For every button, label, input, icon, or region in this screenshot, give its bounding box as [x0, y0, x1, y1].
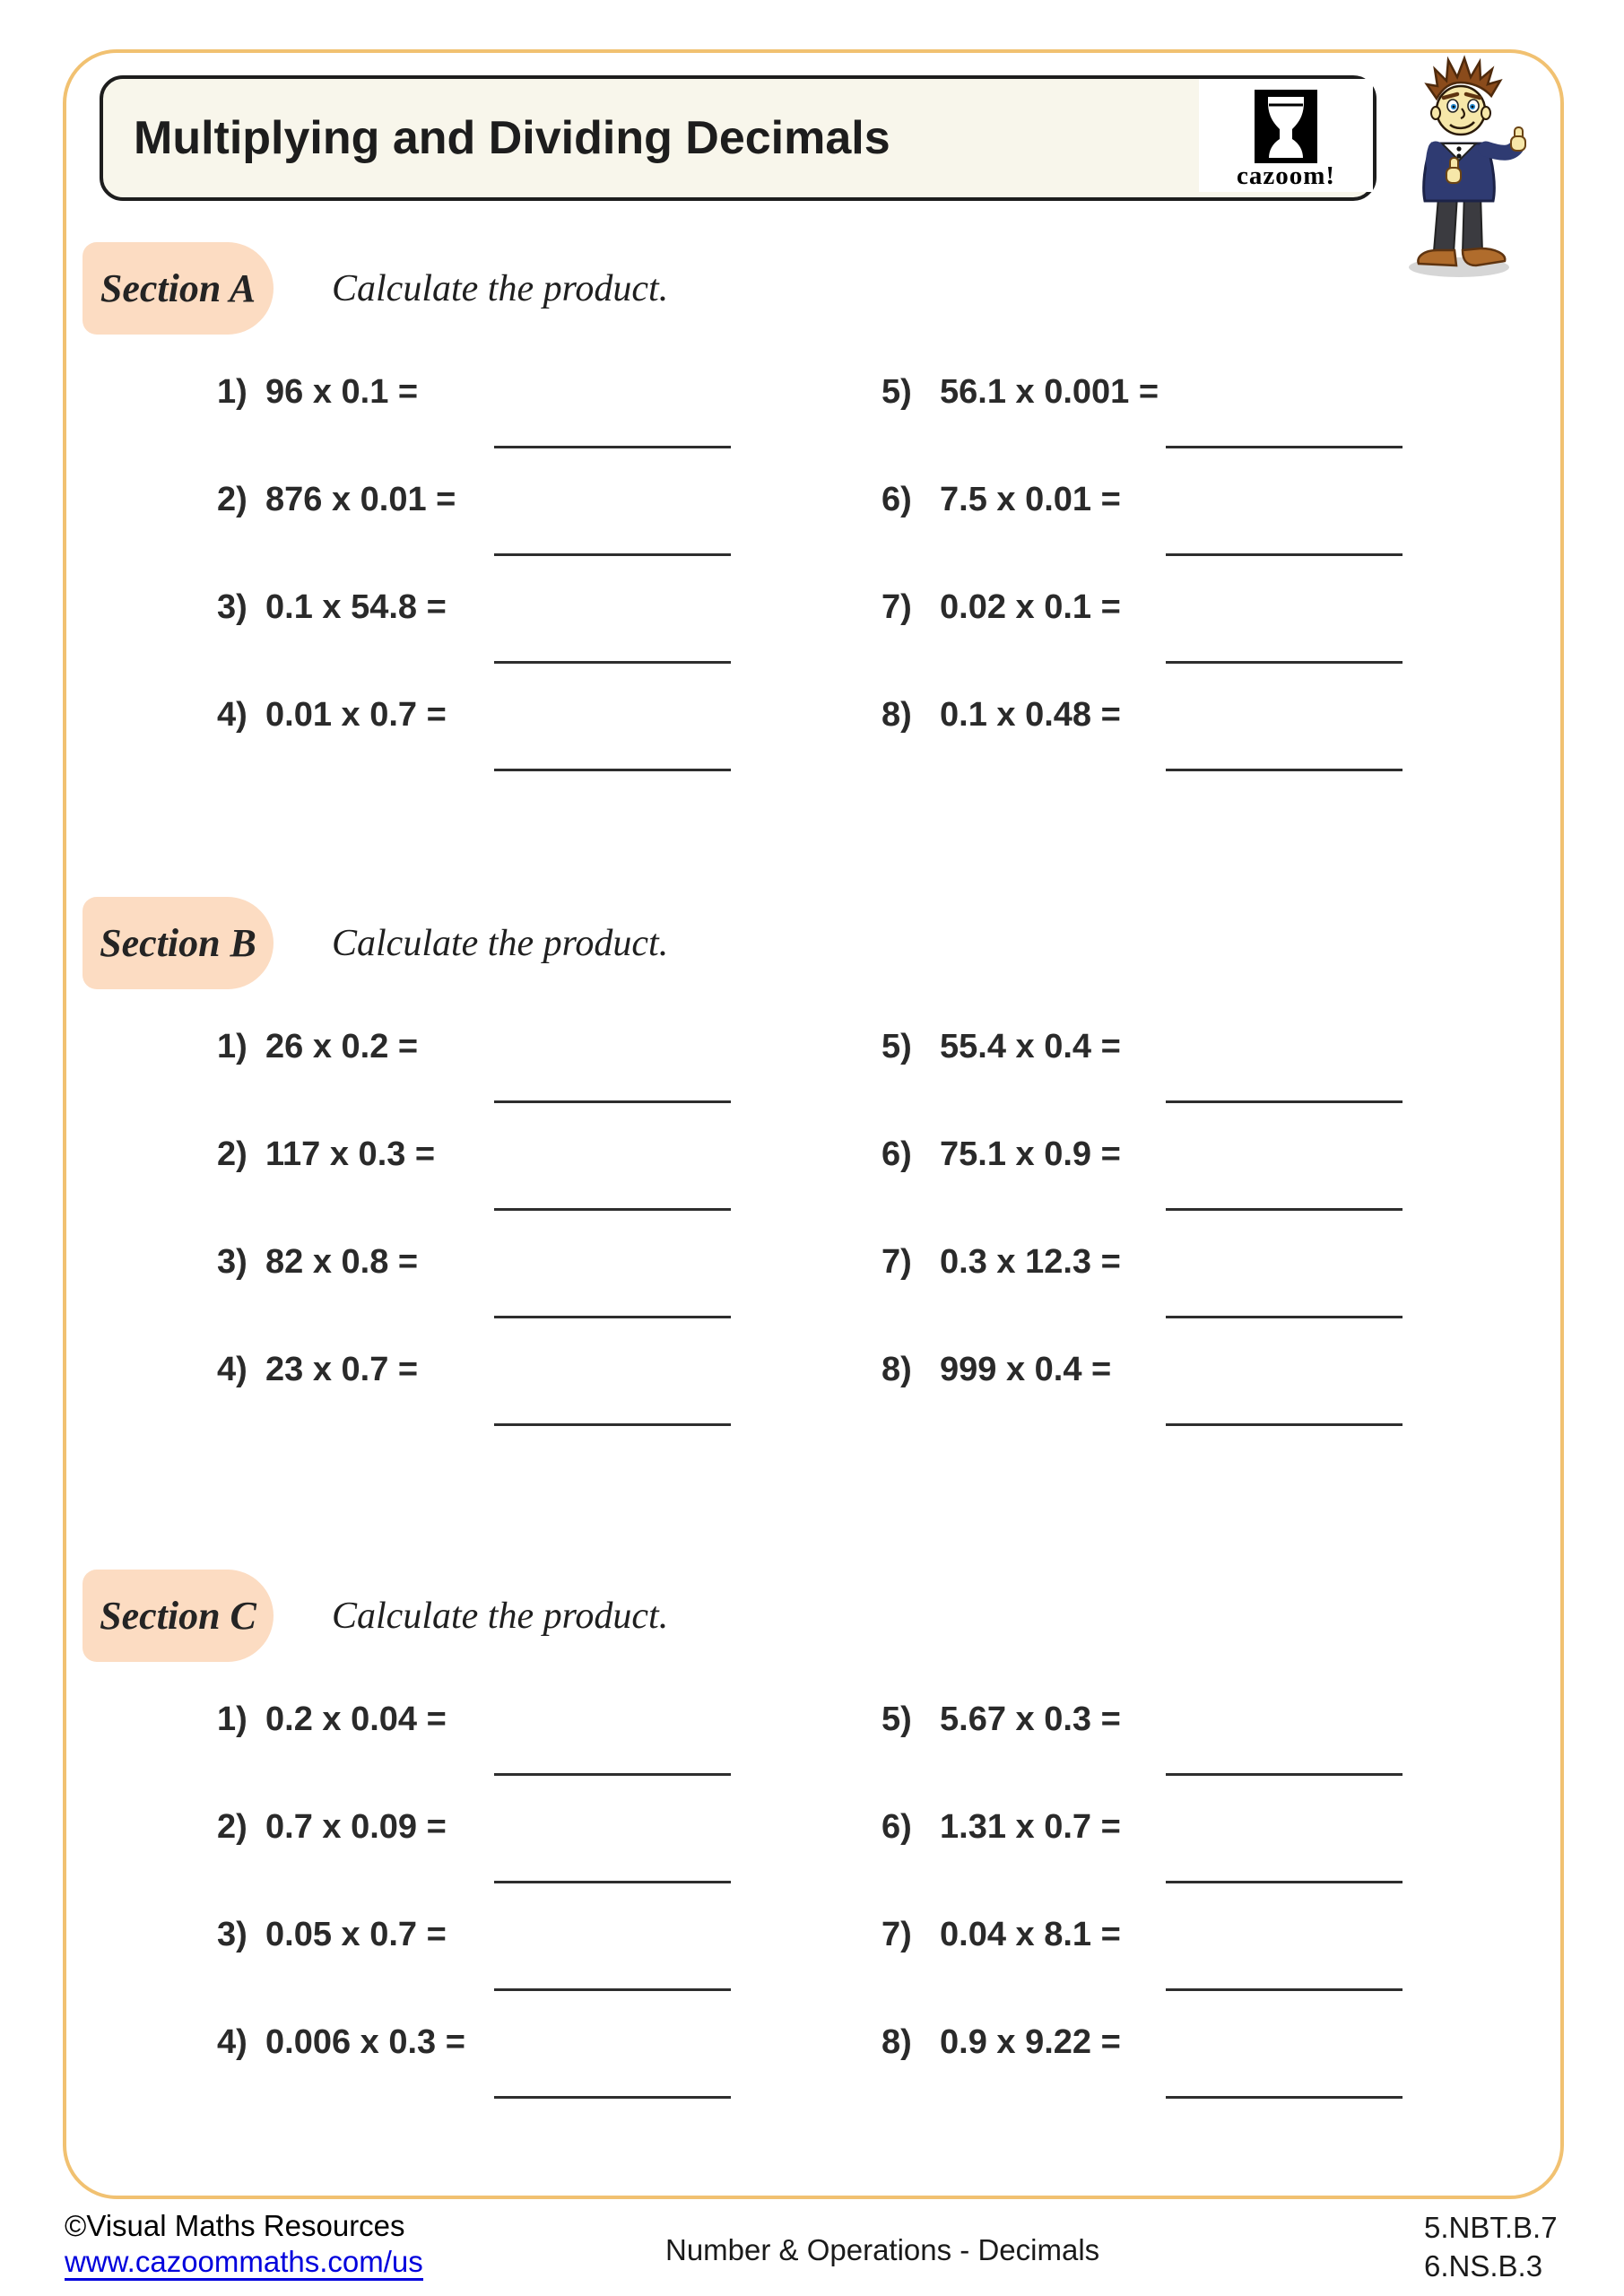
problem-number: 2) [217, 481, 248, 518]
problem-c5 [881, 1698, 1473, 1805]
section-b-instruction: Calculate the product. [332, 922, 669, 964]
problem-number: 3) [217, 588, 248, 626]
problem-expression: 82 x 0.8 = [265, 1243, 419, 1281]
problem-a8 [881, 693, 1473, 801]
problem-number: 3) [217, 1916, 248, 1953]
standard-code-1: 5.NBT.B.7 [1424, 2211, 1558, 2244]
problem-c1 [217, 1698, 809, 1805]
section-a-label: Section A [100, 266, 256, 310]
problem-expression: 0.1 x 0.48 = [940, 696, 1121, 734]
answer-line [1166, 661, 1403, 664]
answer-line [1166, 1988, 1403, 1991]
problem-b8 [881, 1348, 1473, 1456]
answer-line [1166, 446, 1403, 448]
problem-expression: 117 x 0.3 = [265, 1135, 436, 1173]
answer-line [1166, 1208, 1403, 1211]
problem-number: 8) [881, 1351, 912, 1388]
problem-number: 1) [217, 1700, 248, 1738]
title-box [100, 75, 1376, 201]
problem-number: 6) [881, 481, 912, 518]
section-b-label: Section B [100, 921, 256, 965]
answer-line [1166, 1881, 1403, 1883]
problem-c8 [881, 2021, 1473, 2128]
section-a-instruction: Calculate the product. [332, 267, 669, 309]
footer-standards [1424, 2208, 1558, 2285]
problem-a1 [217, 370, 809, 478]
footer-category: Number & Operations - Decimals [665, 2233, 1100, 2266]
problem-expression: 0.9 x 9.22 = [940, 2023, 1121, 2061]
problem-expression: 75.1 x 0.9 = [940, 1135, 1121, 1173]
problem-expression: 876 x 0.01 = [265, 481, 456, 518]
problem-b3 [217, 1240, 809, 1348]
problem-expression: 0.05 x 0.7 = [265, 1916, 447, 1953]
section-a-header [83, 242, 274, 335]
answer-line [494, 1773, 731, 1776]
cazoom-logo-text: cazoom! [1236, 161, 1336, 190]
problem-b7 [881, 1240, 1473, 1348]
standard-code-2: 6.NS.B.3 [1424, 2249, 1543, 2283]
problem-number: 6) [881, 1808, 912, 1846]
problem-number: 4) [217, 2023, 248, 2061]
section-c-instruction: Calculate the product. [332, 1595, 669, 1637]
problem-number: 5) [881, 373, 912, 411]
problem-b1 [217, 1025, 809, 1133]
problem-c2 [217, 1805, 809, 1913]
problem-expression: 0.04 x 8.1 = [940, 1916, 1121, 1953]
problem-a3 [217, 586, 809, 693]
problem-number: 4) [217, 696, 248, 734]
answer-line [494, 1423, 731, 1426]
answer-line [494, 1316, 731, 1318]
problem-expression: 5.67 x 0.3 = [940, 1700, 1121, 1738]
page-title: Multiplying and Dividing Decimals [134, 112, 890, 164]
problem-b5 [881, 1025, 1473, 1133]
problem-expression: 7.5 x 0.01 = [940, 481, 1121, 518]
problem-c4 [217, 2021, 809, 2128]
problem-expression: 1.31 x 0.7 = [940, 1808, 1121, 1846]
answer-line [1166, 1773, 1403, 1776]
problem-number: 3) [217, 1243, 248, 1281]
problem-number: 6) [881, 1135, 912, 1173]
cazoom-drum-icon [1255, 90, 1317, 163]
problem-expression: 23 x 0.7 = [265, 1351, 419, 1388]
problem-number: 2) [217, 1808, 248, 1846]
section-b-header [83, 897, 274, 989]
problem-a6 [881, 478, 1473, 586]
problem-c3 [217, 1913, 809, 2021]
problem-number: 1) [217, 373, 248, 411]
footer-left [65, 2208, 423, 2281]
problem-a7 [881, 586, 1473, 693]
problem-number: 5) [881, 1700, 912, 1738]
answer-line [1166, 1100, 1403, 1103]
answer-line [1166, 553, 1403, 556]
problem-c7 [881, 1913, 1473, 2021]
problem-expression: 0.7 x 0.09 = [265, 1808, 447, 1846]
problem-a5 [881, 370, 1473, 478]
answer-line [1166, 769, 1403, 771]
answer-line [494, 2096, 731, 2099]
problem-b4 [217, 1348, 809, 1456]
answer-line [1166, 1316, 1403, 1318]
section-c-label: Section C [100, 1594, 256, 1638]
problem-number: 7) [881, 1243, 912, 1281]
answer-line [1166, 1423, 1403, 1426]
answer-line [494, 1100, 731, 1103]
answer-line [494, 769, 731, 771]
problem-expression: 55.4 x 0.4 = [940, 1028, 1121, 1065]
problem-expression: 56.1 x 0.001 = [940, 373, 1159, 411]
problem-number: 7) [881, 588, 912, 626]
website-link[interactable]: www.cazoommaths.com/us [65, 2246, 423, 2281]
problem-a2 [217, 478, 809, 586]
answer-line [494, 553, 731, 556]
problem-c6 [881, 1805, 1473, 1913]
problem-expression: 999 x 0.4 = [940, 1351, 1112, 1388]
section-c-header [83, 1570, 274, 1662]
problem-expression: 0.01 x 0.7 = [265, 696, 447, 734]
answer-line [1166, 2096, 1403, 2099]
problem-expression: 26 x 0.2 = [265, 1028, 419, 1065]
problem-expression: 0.006 x 0.3 = [265, 2023, 465, 2061]
problem-b6 [881, 1133, 1473, 1240]
problem-number: 8) [881, 2023, 912, 2061]
answer-line [494, 1208, 731, 1211]
problem-number: 1) [217, 1028, 248, 1065]
problem-b2 [217, 1133, 809, 1240]
answer-line [494, 1881, 731, 1883]
problem-expression: 0.3 x 12.3 = [940, 1243, 1121, 1281]
problem-number: 8) [881, 696, 912, 734]
answer-line [494, 446, 731, 448]
problem-expression: 0.02 x 0.1 = [940, 588, 1121, 626]
answer-line [494, 1988, 731, 1991]
problem-number: 5) [881, 1028, 912, 1065]
answer-line [494, 661, 731, 664]
problem-expression: 0.2 x 0.04 = [265, 1700, 447, 1738]
problem-number: 4) [217, 1351, 248, 1388]
problem-number: 2) [217, 1135, 248, 1173]
problem-expression: 96 x 0.1 = [265, 373, 419, 411]
cazoom-logo [1199, 79, 1373, 192]
copyright-text: ©Visual Maths Resources [65, 2209, 405, 2242]
problem-a4 [217, 693, 809, 801]
problem-expression: 0.1 x 54.8 = [265, 588, 447, 626]
problem-number: 7) [881, 1916, 912, 1953]
mascot-character [1385, 54, 1538, 280]
